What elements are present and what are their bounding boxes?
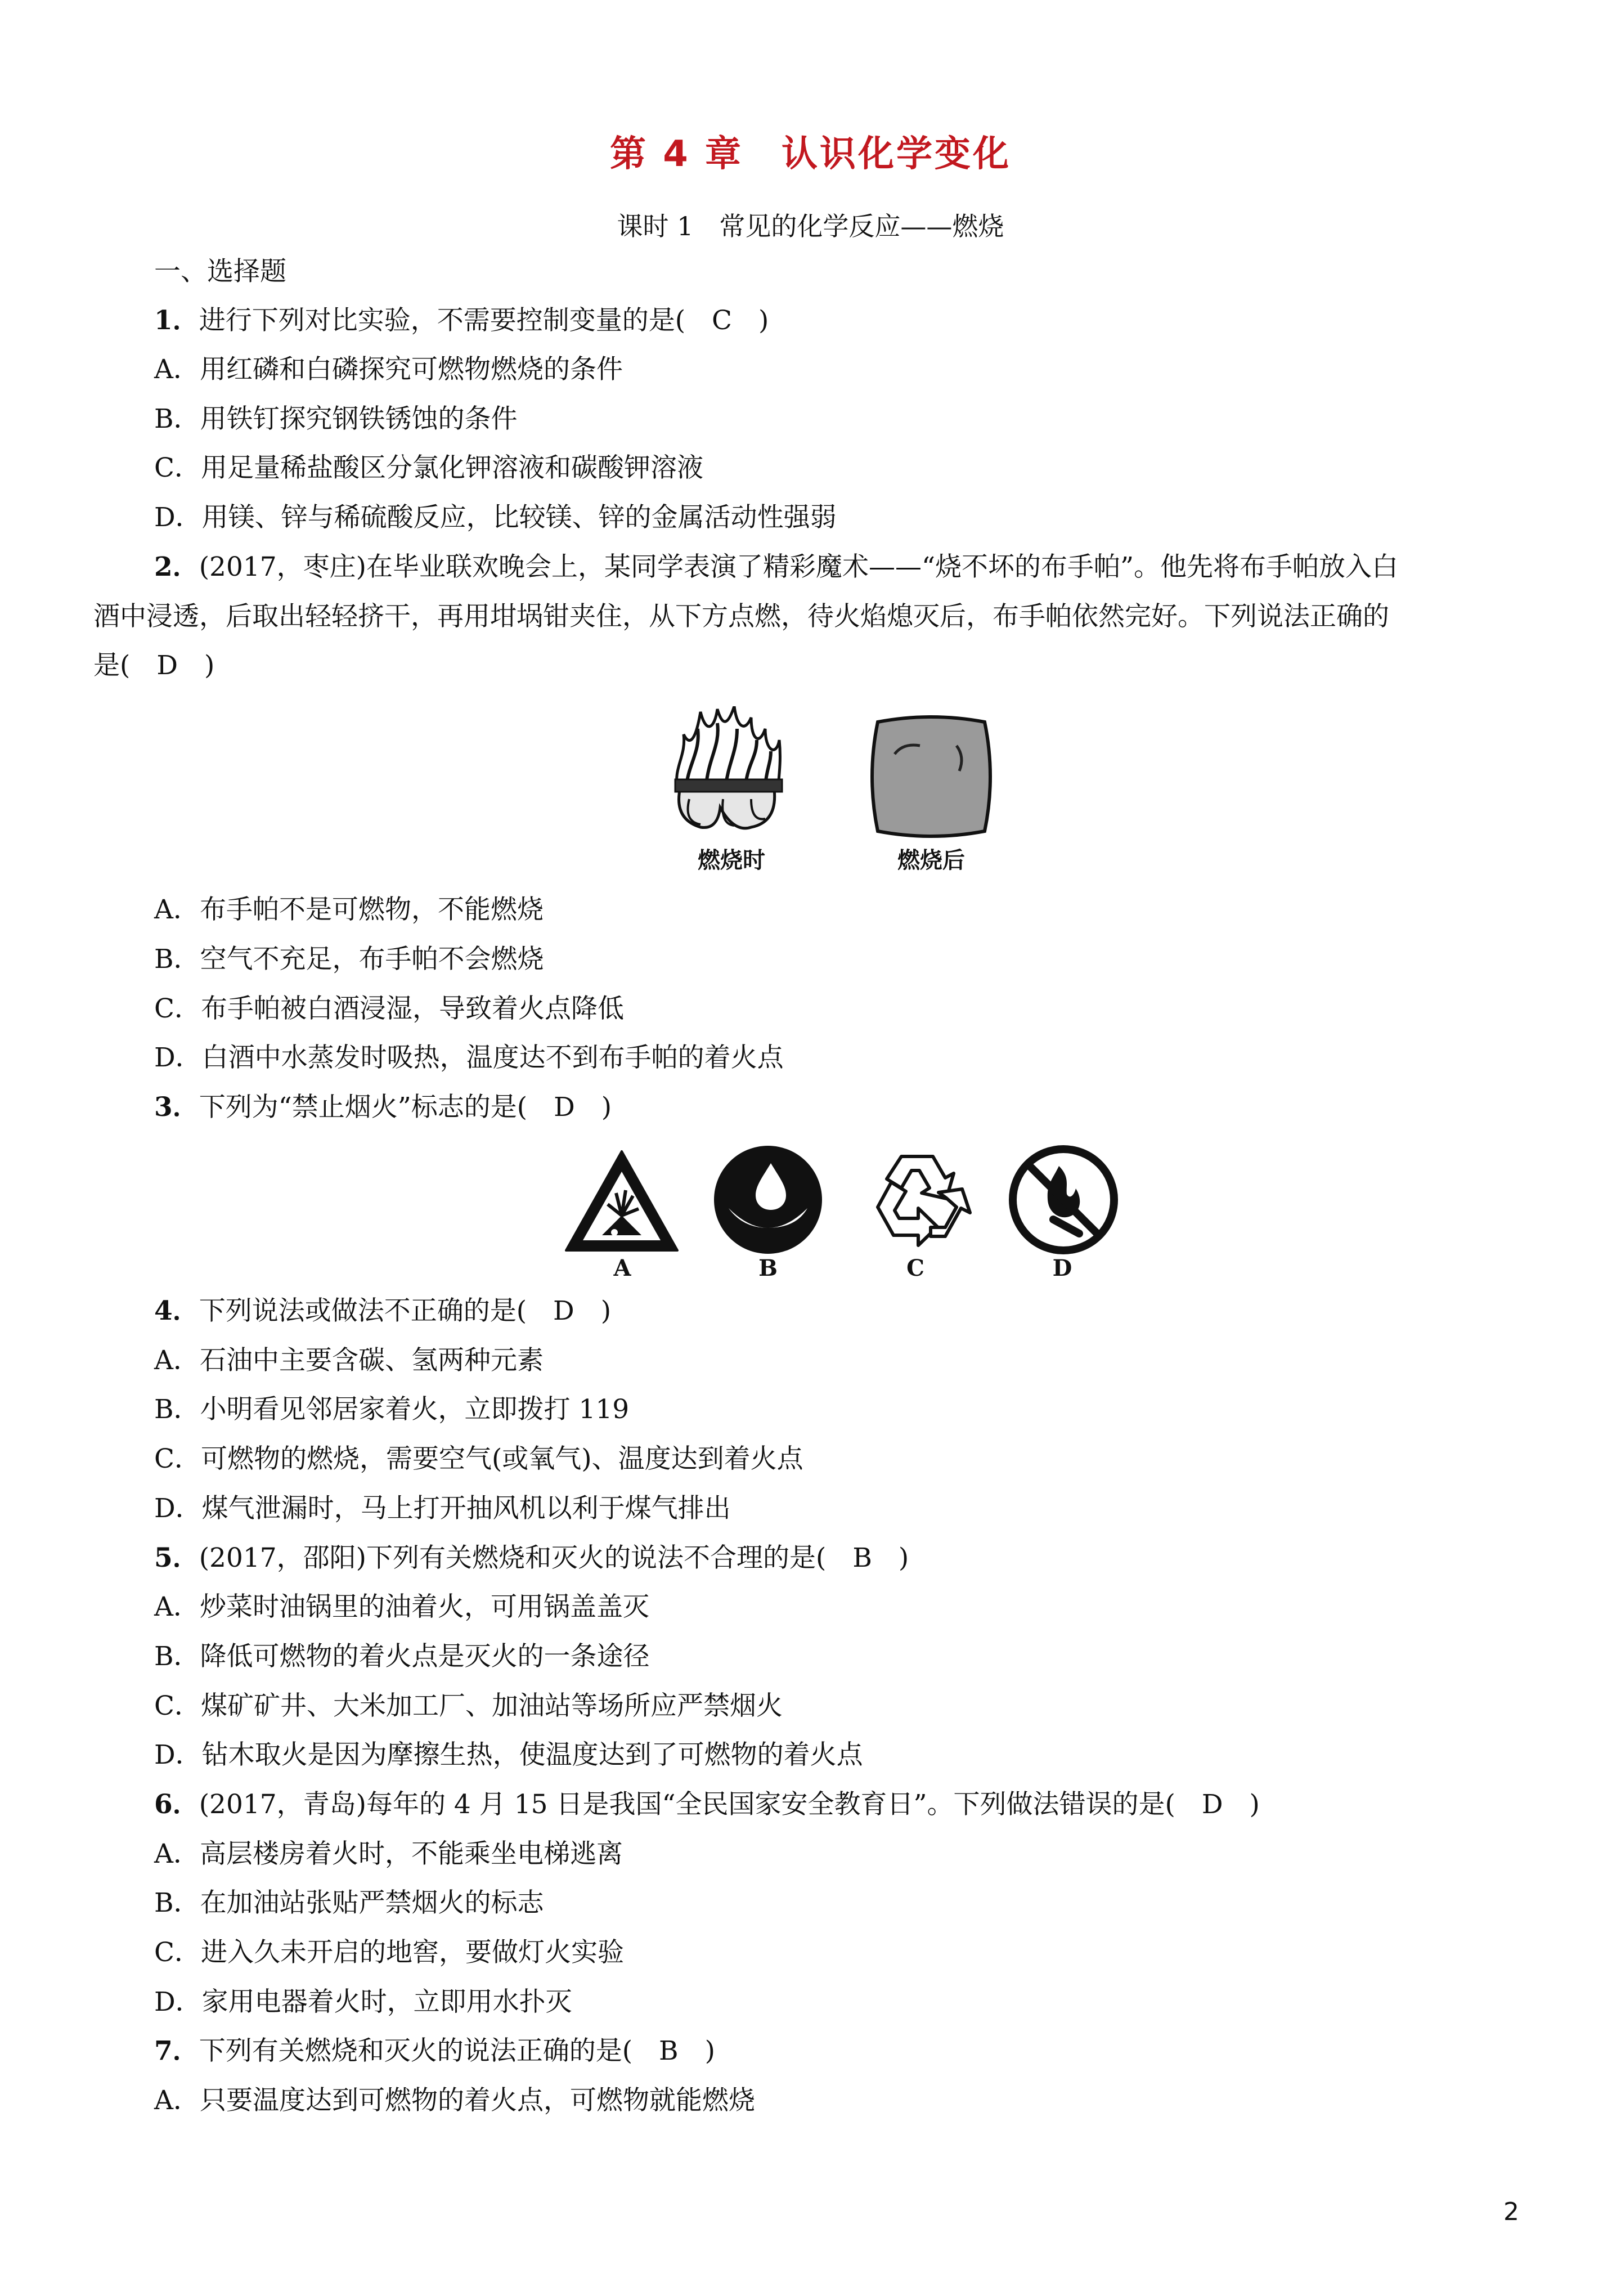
chapter-title: 第 4 章 认识化学变化 <box>609 133 1012 175</box>
question-4-option-d: D．煤气泄漏时，马上打开抽风机以利于煤气排出 <box>154 1493 731 1524</box>
question-2-stem-line-3: 是( D ) <box>93 650 215 681</box>
figure-label-burning: 燃烧时 <box>698 847 765 873</box>
sign-label-b: B <box>758 1255 778 1281</box>
lesson-title: 课时 1 常见的化学反应——燃烧 <box>617 211 1004 241</box>
question-6-option-c: C．进入久未开启的地窖，要做灯火实验 <box>154 1937 624 1968</box>
question-5-option-a: A．炒菜时油锅里的油着火，可用锅盖盖灭 <box>154 1591 649 1622</box>
question-number: 2． <box>154 551 199 582</box>
handkerchief-icon <box>866 712 996 841</box>
question-6-option-d: D．家用电器着火时，立即用水扑灭 <box>154 1986 572 2017</box>
question-6-option-a: A．高层楼房着火时，不能乘坐电梯逃离 <box>154 1838 623 1869</box>
question-7-option-a: A．只要温度达到可燃物的着火点，可燃物就能燃烧 <box>154 2085 755 2116</box>
figure-label-after: 燃烧后 <box>897 847 965 873</box>
question-4-option-b: B．小明看见邻居家着火，立即拨打 119 <box>154 1394 630 1425</box>
question-6-stem: 6．(2017，青岛)每年的 4 月 15 日是我国“全民国家安全教育日”。下列做法错误的是( D ) <box>154 1789 1260 1820</box>
sign-label-d: D <box>1052 1255 1072 1281</box>
flame-cloth-icon <box>667 706 791 847</box>
question-1-option-a: A．用红磷和白磷探究可燃物燃烧的条件 <box>154 354 623 385</box>
question-number: 5． <box>154 1542 199 1573</box>
question-4-option-c: C．可燃物的燃烧，需要空气(或氧气)、温度达到着火点 <box>154 1443 803 1474</box>
question-5-option-d: D．钻木取火是因为摩擦生热，使温度达到了可燃物的着火点 <box>154 1739 863 1770</box>
question-1-stem: 1．进行下列对比实验，不需要控制变量的是( C ) <box>154 305 769 336</box>
section-heading: 一、选择题 <box>154 256 286 287</box>
recycle-icon <box>861 1145 973 1255</box>
question-4-option-a: A．石油中主要含碳、氢两种元素 <box>154 1345 544 1376</box>
question-5-option-c: C．煤矿矿井、大米加工厂、加油站等场所应严禁烟火 <box>154 1690 783 1721</box>
question-5-option-b: B．降低可燃物的着火点是灭火的一条途径 <box>154 1641 650 1672</box>
question-number: 7． <box>154 2035 199 2066</box>
sign-label-c: C <box>906 1255 924 1281</box>
question-number: 6． <box>154 1789 199 1820</box>
question-number: 1． <box>154 305 199 336</box>
question-number: 4． <box>154 1295 199 1326</box>
no-fire-icon <box>1007 1143 1120 1256</box>
water-sign-icon <box>712 1143 824 1256</box>
question-1-option-d: D．用镁、锌与稀硫酸反应，比较镁、锌的金属活动性强弱 <box>154 502 837 533</box>
explosive-warning-icon <box>563 1148 681 1255</box>
question-6-option-b: B．在加油站张贴严禁烟火的标志 <box>154 1887 544 1918</box>
question-7-stem: 7．下列有关燃烧和灭火的说法正确的是( B ) <box>154 2035 715 2066</box>
question-2-option-a: A．布手帕不是可燃物，不能燃烧 <box>154 894 544 925</box>
question-4-stem: 4．下列说法或做法不正确的是( D ) <box>154 1295 612 1326</box>
question-2-option-b: B．空气不充足，布手帕不会燃烧 <box>154 944 544 975</box>
question-1-option-b: B．用铁钉探究钢铁锈蚀的条件 <box>154 403 518 434</box>
question-2-option-d: D．白酒中水蒸发时吸热，温度达不到布手帕的着火点 <box>154 1042 784 1073</box>
question-2-stem-line-2: 酒中浸透，后取出轻轻挤干，再用坩埚钳夹住，从下方点燃，待火焰熄灭后，布手帕依然完好。下列说法正确的 <box>93 601 1389 632</box>
page-number: 2 <box>1503 2198 1519 2226</box>
question-2-option-c: C．布手帕被白酒浸湿，导致着火点降低 <box>154 993 624 1024</box>
question-number: 3． <box>154 1092 199 1123</box>
question-2-stem-line-1: 2．(2017，枣庄)在毕业联欢晚会上，某同学表演了精彩魔术——“烧不坏的布手帕”。他先将布手帕放入白 <box>154 551 1399 582</box>
sign-label-a: A <box>613 1255 631 1281</box>
question-1-option-c: C．用足量稀盐酸区分氯化钾溶液和碳酸钾溶液 <box>154 452 703 483</box>
question-5-stem: 5．(2017，邵阳)下列有关燃烧和灭火的说法不合理的是( B ) <box>154 1542 909 1573</box>
question-3-stem: 3．下列为“禁止烟火”标志的是( D ) <box>154 1092 612 1123</box>
